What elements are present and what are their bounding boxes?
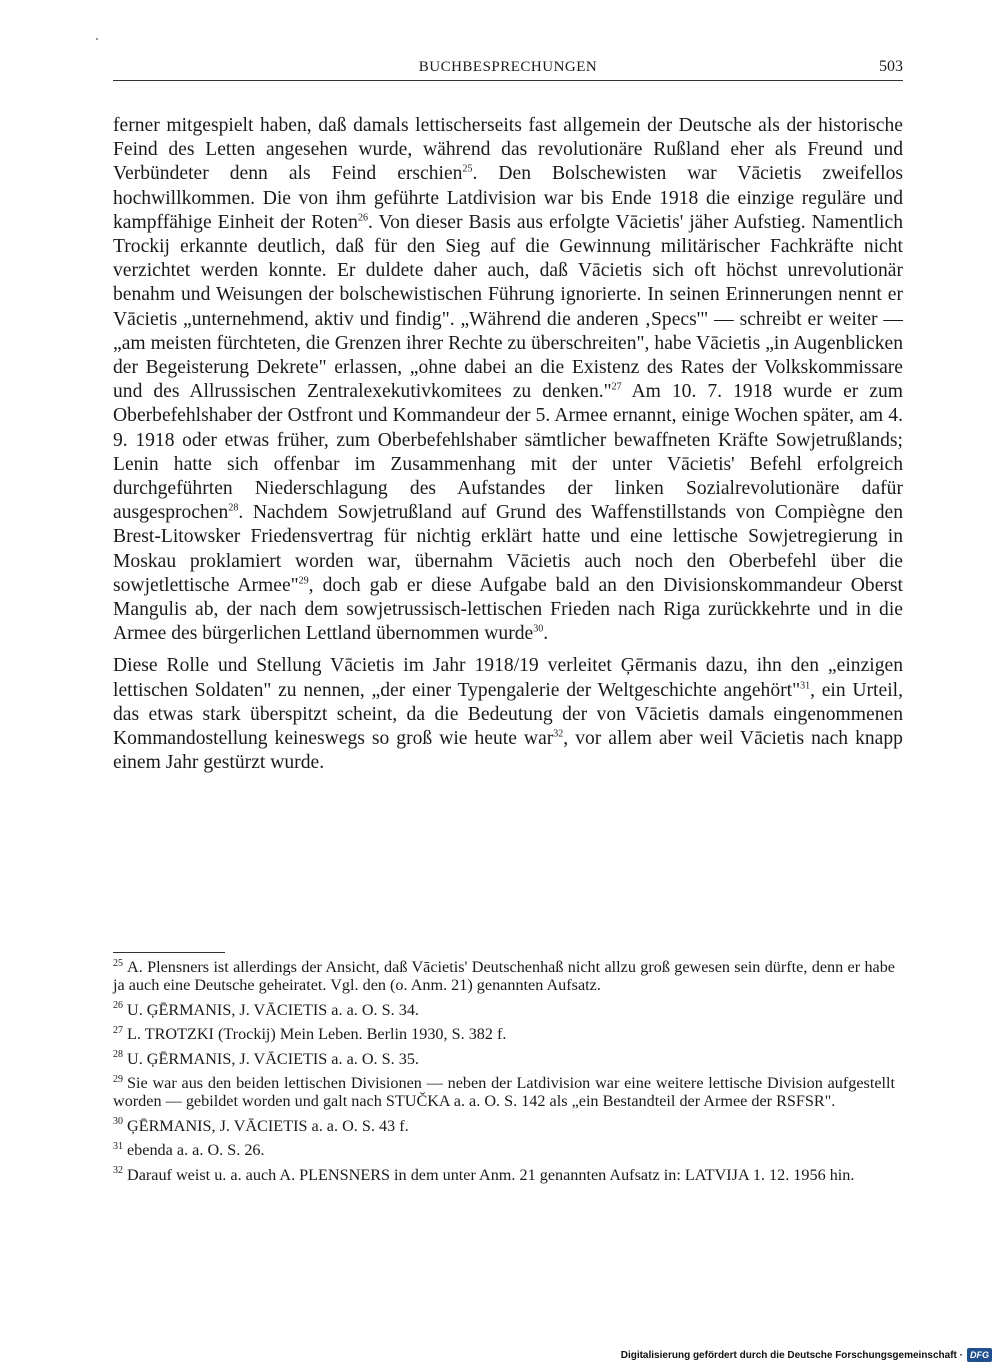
footnote-number: 25 [113, 957, 123, 969]
footnote-31 [113, 1141, 895, 1159]
footnote-number: 32 [113, 1165, 123, 1177]
dfg-logo-icon: DFG [967, 1348, 992, 1362]
footnote-number: 30 [113, 1116, 123, 1128]
footnote-number: 27 [113, 1024, 123, 1036]
footnote-25 [113, 958, 895, 995]
text-run: . Von dieser Basis aus erfolgte Vācietis' jäher Aufstieg. Namentlich Trockij erkannte deutlich, daß für den Sieg auf die Gewinnung militärischer Fachkräfte nicht verzichtet werden konnte. Er duldete daher auch, daß Vācietis sich oft höchst unrevolutionär benahm und Weisungen der bolschewistischen Führung ignorierte. In seinen Erinnerungen nennt er Vācietis „unternehmend, aktiv und findig". „Während die anderen ‚Specs'" — schreibt er weiter — „am meisten fürchteten, die Grenzen ihrer Rechte zu überschreiten", habe Vācietis „in Augenblicken der Begeisterung Dekrete" erlassen, „ohne dabei an die Existenz des Rates der Volkskommissare und des Allrussischen Zentralexekutivkomitees zu denken." [113, 211, 903, 403]
main-text [113, 114, 903, 775]
text-run: ferner mitgespielt haben, daß damals lettischerseits fast allgemein der Deutsche als der historische Feind des Letten angesehen wurde, während das revolutionäre Rußland eher als Freund und Verbündeter denn als Feind erschien [113, 115, 903, 185]
text-run: , vor allem aber weil Vācietis nach knapp einem Jahr gestürzt wurde. [113, 728, 903, 774]
footnote-text: ebenda a. a. O. S. 26. [127, 1141, 265, 1160]
footnotes [113, 958, 895, 1190]
paragraph-2 [113, 654, 903, 775]
footnote-number: 29 [113, 1073, 123, 1085]
footnote-27 [113, 1025, 895, 1043]
footnote-ref-32[interactable]: 32 [553, 728, 564, 740]
footnote-32 [113, 1166, 895, 1184]
paragraph-1 [113, 114, 903, 646]
scan-speck [96, 38, 98, 40]
footnote-ref-29[interactable]: 29 [298, 575, 309, 587]
banner-text: Digitalisierung gefördert durch die Deutsche Forschungsgemeinschaft · [620, 1349, 963, 1361]
text-run: , ein Urteil, das etwas stark überspitzt scheint, da die Bedeutung der von Vācietis damals eingenommenen Kommandostellung keineswegs so groß wie heute war [113, 679, 903, 750]
footnote-26 [113, 1001, 895, 1019]
footnote-ref-26[interactable]: 26 [357, 212, 368, 224]
footnote-ref-30[interactable]: 30 [533, 623, 544, 635]
footnote-divider [113, 952, 225, 953]
footnote-number: 28 [113, 1049, 123, 1061]
footnote-text: L. TROTZKI (Trockij) Mein Leben. Berlin 1930, S. 382 f. [127, 1025, 507, 1044]
footnote-ref-31[interactable]: 31 [800, 680, 811, 692]
footnote-number: 26 [113, 1000, 123, 1012]
dfg-banner [621, 1348, 992, 1362]
text-run: . [543, 623, 549, 645]
footnote-text: Darauf weist u. a. auch A. PLENSNERS in dem unter Anm. 21 genannten Aufsatz in: LATVIJA 1. 12. 1956 hin. [127, 1165, 855, 1184]
running-title: BUCHBESPRECHUNGEN [418, 59, 598, 75]
footnote-text: A. Plensners ist allerdings der Ansicht, daß Vācietis' Deutschenhaß nicht allzu groß gewesen sein dürfte, denn er habe ja auch eine Deutsche geheiratet. Vgl. den (o. Anm. 21) genannten Aufsatz. [113, 958, 895, 995]
footnote-number: 31 [113, 1140, 123, 1152]
footnote-ref-27[interactable]: 27 [611, 381, 622, 393]
footnote-text: U. ĢĒRMANIS, J. VĀCIETIS a. a. O. S. 34. [127, 1000, 419, 1019]
footnote-29 [113, 1074, 895, 1111]
text-run: Diese Rolle und Stellung Vācietis im Jahr 1918/19 verleitet Ģērmanis dazu, ihn den „einzigen lettischen Soldaten" zu nennen, „der einer Typengalerie der Weltgeschichte angehört" [113, 655, 903, 701]
footnote-28 [113, 1050, 895, 1068]
text-run: , doch gab er diese Aufgabe bald an den Divisionskommandeur Oberst Mangulis ab, der nach dem sowjetrussisch-lettischen Frieden nach Riga zurückkehrte und in die Armee des bürgerlichen Lettland übernommen wurde [113, 574, 903, 645]
text-run: . Den Bolschewisten war Vācietis zweifellos hochwillkommen. Die von ihm geführte Latdivision war bis Ende 1918 die einzige reguläre und kampffähige Einheit der Roten [113, 163, 903, 233]
footnote-30 [113, 1117, 895, 1135]
text-run: . Nachdem Sowjetrußland auf Grund des Waffenstillstands von Compiègne den Brest-Litowsker Friedensvertrag für nichtig erklärt hatte und eine lettische Sowjetregierung in Moskau proklamiert worden war, übernahm Vācietis auch noch den Oberbefehl über die sowjetlettische Armee" [113, 502, 903, 596]
footnote-ref-28[interactable]: 28 [228, 502, 239, 514]
running-header [113, 58, 903, 81]
footnote-text: U. ĢĒRMANIS, J. VĀCIETIS a. a. O. S. 35. [127, 1049, 419, 1068]
footnote-text: Sie war aus den beiden lettischen Divisionen — neben der Latdivision war eine weitere lettische Division aufgestellt worden — gebildet worden und galt nach STUČKA a. a. O. S. 142 als „ein Bestandteil der Armee der RSFSR". [113, 1074, 895, 1111]
text-run: Am 10. 7. 1918 wurde er zum Oberbefehlshaber der Ostfront und Kommandeur der 5. Armee ernannt, einige Wochen später, am 4. 9. 1918 oder etwas früher, zum Oberbefehlshaber sämtlicher bewaffneten Kräfte Sowjetrußlands; Lenin hatte sich offenbar im Zusammenhang mit der unter Vācietis' Befehl erfolgreich durchgeführten Niederschlagung des Aufstandes der linken Sozialrevolutionäre dafür ausgesprochen [113, 381, 903, 524]
footnote-text: ĢĒRMANIS, J. VĀCIETIS a. a. O. S. 43 f. [127, 1116, 409, 1135]
page-number: 503 [879, 58, 903, 75]
footnote-ref-25[interactable]: 25 [462, 163, 473, 175]
